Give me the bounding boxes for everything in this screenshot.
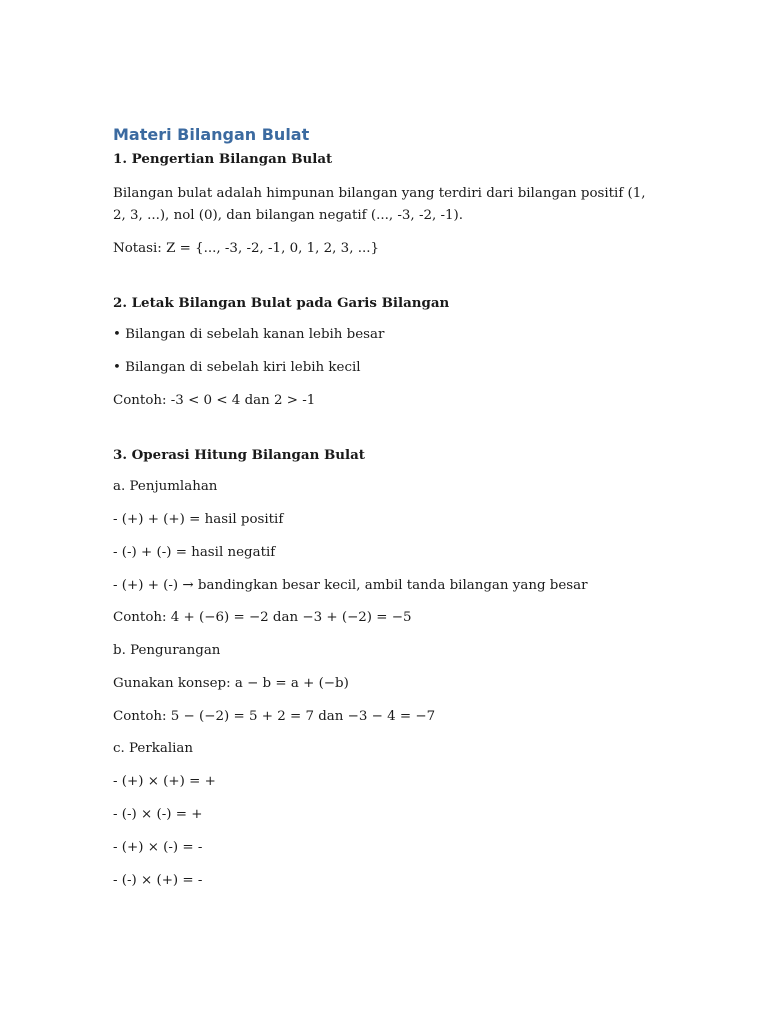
multiplication-rule-neg-neg: - (-) × (-) = + xyxy=(113,807,203,823)
section-1-heading: 1. Pengertian Bilangan Bulat xyxy=(113,151,333,167)
addition-label: a. Penjumlahan xyxy=(113,479,218,495)
addition-rule-negative: - (-) + (-) = hasil negatif xyxy=(113,544,276,560)
document-content xyxy=(113,124,653,891)
multiplication-rule-neg-pos: - (-) × (+) = - xyxy=(113,872,203,888)
addition-rule-mixed: - (+) + (-) → bandingkan besar kecil, ambil tanda bilangan yang besar xyxy=(113,577,588,593)
addition-example: Contoh: 4 + (−6) = −2 dan −3 + (−2) = −5 xyxy=(113,610,412,626)
section-2-heading: 2. Letak Bilangan Bulat pada Garis Bilangan xyxy=(113,294,450,311)
number-line-example: Contoh: -3 < 0 < 4 dan 2 > -1 xyxy=(113,392,316,408)
multiplication-rule-pos-pos: - (+) × (+) = + xyxy=(113,774,216,790)
subtraction-concept: Gunakan konsep: a − b = a + (−b) xyxy=(113,675,349,691)
document-title: Materi Bilangan Bulat xyxy=(113,125,310,144)
definition-paragraph: Bilangan bulat adalah himpunan bilangan yang terdiri dari bilangan positif (1, 2, 3, ...), nol (0), dan bilangan negatif (..., -3, -2, -1). xyxy=(113,185,646,223)
addition-rule-positive: - (+) + (+) = hasil positif xyxy=(113,512,284,528)
bullet-left-smaller: • Bilangan di sebelah kiri lebih kecil xyxy=(113,360,361,376)
multiplication-rule-pos-neg: - (+) × (-) = - xyxy=(113,839,203,855)
bullet-right-larger: • Bilangan di sebelah kanan lebih besar xyxy=(113,327,385,343)
multiplication-label: c. Perkalian xyxy=(113,741,194,757)
section-3-heading: 3. Operasi Hitung Bilangan Bulat xyxy=(113,446,365,463)
subtraction-example: Contoh: 5 − (−2) = 5 + 2 = 7 dan −3 − 4 = −7 xyxy=(113,708,436,724)
notation-paragraph: Notasi: Z = {..., -3, -2, -1, 0, 1, 2, 3, ...} xyxy=(113,240,379,256)
subtraction-label: b. Pengurangan xyxy=(113,643,221,659)
